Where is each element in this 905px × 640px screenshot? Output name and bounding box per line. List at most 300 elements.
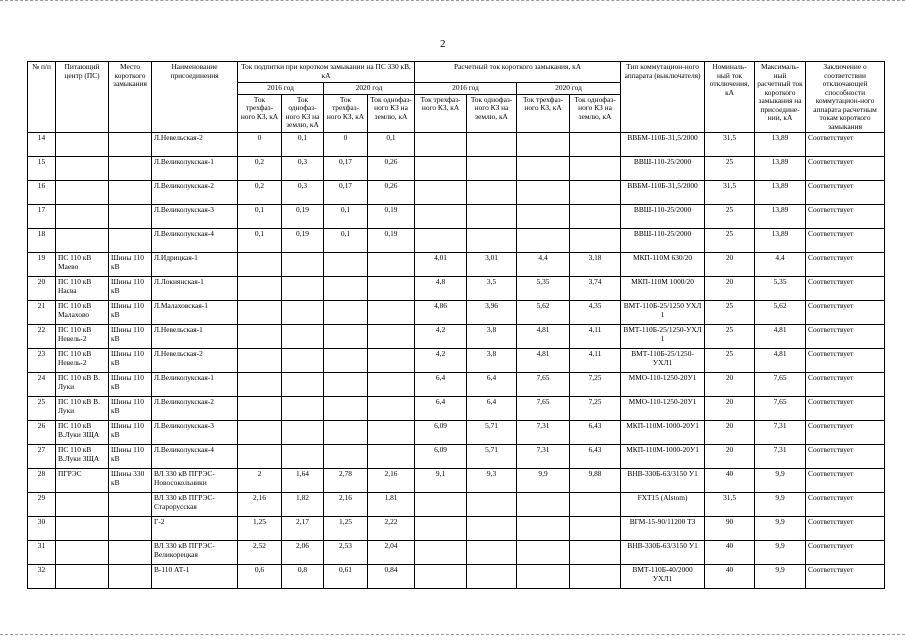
feed-2020-three-phase-cell xyxy=(324,421,368,445)
max-current-cell: 9,9 xyxy=(755,565,806,589)
calc-2016-three-phase-cell: 4,2 xyxy=(415,349,467,373)
row-number-cell: 21 xyxy=(28,301,56,325)
table-row xyxy=(28,181,885,205)
calc-2020-three-phase-cell: 5,35 xyxy=(517,277,570,301)
row-number-cell: 27 xyxy=(28,445,56,469)
connection-name-cell: Л.Малаховская-1 xyxy=(152,301,238,325)
header-center: Питающий центр (ПС) xyxy=(56,62,109,133)
feed-2016-single-phase-cell xyxy=(282,373,324,397)
row-number-cell: 20 xyxy=(28,277,56,301)
calc-2016-three-phase-cell: 4,2 xyxy=(415,325,467,349)
calc-2016-single-phase-cell xyxy=(467,541,517,565)
calc-2020-single-phase-cell xyxy=(570,205,621,229)
breaker-type-cell: ВВШ-110-25/2000 xyxy=(621,157,705,181)
calc-2016-three-phase-cell xyxy=(415,493,467,517)
feed-2020-single-phase-cell: 0,26 xyxy=(368,181,415,205)
table-row xyxy=(28,205,885,229)
feed-2016-three-phase-cell xyxy=(238,349,282,373)
calc-2020-three-phase-cell xyxy=(517,565,570,589)
calc-2016-three-phase-cell: 6,09 xyxy=(415,445,467,469)
fault-place-cell: Шины 330 кВ xyxy=(109,469,152,493)
breaker-type-cell: ММО-110-1250-20У1 xyxy=(621,373,705,397)
supply-center-cell: ПГРЭС xyxy=(56,469,109,493)
table-row xyxy=(28,325,885,349)
row-number-cell: 31 xyxy=(28,541,56,565)
conclusion-cell: Соответствует xyxy=(806,157,885,181)
conclusion-cell: Соответствует xyxy=(806,373,885,397)
max-current-cell: 9,9 xyxy=(755,493,806,517)
calc-2016-three-phase-cell xyxy=(415,541,467,565)
calc-2020-three-phase-cell xyxy=(517,133,570,157)
page-number: 2 xyxy=(440,38,446,50)
table-row xyxy=(28,133,885,157)
supply-center-cell: ПС 110 кВ Невель-2 xyxy=(56,349,109,373)
calc-2020-single-phase-cell xyxy=(570,517,621,541)
feed-2016-single-phase-cell: 0,3 xyxy=(282,157,324,181)
header-three-phase: Ток трехфаз-ного КЗ, кА xyxy=(324,94,368,132)
feed-2016-single-phase-cell: 0,8 xyxy=(282,565,324,589)
calc-2020-three-phase-cell: 9,9 xyxy=(517,469,570,493)
feed-2016-three-phase-cell xyxy=(238,301,282,325)
max-current-cell: 13,89 xyxy=(755,133,806,157)
table-row xyxy=(28,421,885,445)
calc-2020-single-phase-cell xyxy=(570,133,621,157)
header-max: Максималь-ный расчетный ток короткого замыкания на присоедине-нии, кА xyxy=(755,62,806,133)
calc-2016-single-phase-cell xyxy=(467,493,517,517)
feed-2020-single-phase-cell xyxy=(368,277,415,301)
calc-2020-single-phase-cell: 4,11 xyxy=(570,325,621,349)
row-number-cell: 18 xyxy=(28,229,56,253)
feed-2020-three-phase-cell xyxy=(324,397,368,421)
calc-2020-single-phase-cell: 4,11 xyxy=(570,349,621,373)
header-feed-2020: 2020 год xyxy=(324,82,415,94)
feed-2016-single-phase-cell xyxy=(282,397,324,421)
table-row xyxy=(28,397,885,421)
max-current-cell: 13,89 xyxy=(755,157,806,181)
feed-2020-three-phase-cell: 2,53 xyxy=(324,541,368,565)
connection-name-cell: ВЛ 330 кВ ПГРЭС-Великорецкая xyxy=(152,541,238,565)
calc-2020-single-phase-cell: 7,25 xyxy=(570,397,621,421)
conclusion-cell: Соответствует xyxy=(806,349,885,373)
nominal-current-cell: 31,5 xyxy=(705,493,755,517)
breaker-type-cell: ВВШ-110-25/2000 xyxy=(621,205,705,229)
conclusion-cell: Соответствует xyxy=(806,181,885,205)
header-feed-current: Ток подпитки при коротком замыкании на ПС 330 кВ, кА xyxy=(238,62,415,83)
max-current-cell: 5,62 xyxy=(755,301,806,325)
conclusion-cell: Соответствует xyxy=(806,325,885,349)
calc-2020-single-phase-cell xyxy=(570,493,621,517)
fault-place-cell: Шины 110 кВ xyxy=(109,397,152,421)
connection-name-cell: Л.Великолукская-3 xyxy=(152,205,238,229)
breaker-type-cell: ММО-110-1250-20У1 xyxy=(621,397,705,421)
calc-2016-single-phase-cell: 3,01 xyxy=(467,253,517,277)
calc-2016-three-phase-cell xyxy=(415,133,467,157)
calc-2016-three-phase-cell xyxy=(415,517,467,541)
nominal-current-cell: 40 xyxy=(705,565,755,589)
nominal-current-cell: 90 xyxy=(705,517,755,541)
nominal-current-cell: 20 xyxy=(705,277,755,301)
nominal-current-cell: 40 xyxy=(705,469,755,493)
calc-2020-three-phase-cell xyxy=(517,493,570,517)
max-current-cell: 5,35 xyxy=(755,277,806,301)
supply-center-cell: ПС 110 кВ В.Луки ЗЩА xyxy=(56,445,109,469)
feed-2020-three-phase-cell xyxy=(324,373,368,397)
table-row xyxy=(28,229,885,253)
nominal-current-cell: 20 xyxy=(705,373,755,397)
feed-2016-three-phase-cell xyxy=(238,397,282,421)
header-conclusion: Заключение о соответствии отключающей способности коммутацион-ного аппарата расчетным токам короткого замыкания xyxy=(806,62,885,133)
calc-2020-single-phase-cell: 6,43 xyxy=(570,421,621,445)
conclusion-cell: Соответствует xyxy=(806,229,885,253)
calc-2020-three-phase-cell: 7,31 xyxy=(517,445,570,469)
calc-2020-three-phase-cell xyxy=(517,541,570,565)
calc-2020-three-phase-cell xyxy=(517,205,570,229)
feed-2020-single-phase-cell: 1,81 xyxy=(368,493,415,517)
connection-name-cell: Л.Великолукская-4 xyxy=(152,229,238,253)
supply-center-cell xyxy=(56,157,109,181)
breaker-type-cell: МКП-110М-1000-20У1 xyxy=(621,445,705,469)
calc-2020-single-phase-cell xyxy=(570,229,621,253)
header-nominal: Номиналь-ный ток отключения, кА xyxy=(705,62,755,133)
supply-center-cell: ПС 110 кВ В.Луки ЗЩА xyxy=(56,421,109,445)
feed-2016-three-phase-cell xyxy=(238,277,282,301)
feed-2016-single-phase-cell xyxy=(282,325,324,349)
fault-place-cell xyxy=(109,157,152,181)
breaker-type-cell: ВНВ-330Б-63/3150 У1 xyxy=(621,541,705,565)
row-number-cell: 17 xyxy=(28,205,56,229)
row-number-cell: 24 xyxy=(28,373,56,397)
breaker-type-cell: ВНВ-330Б-63/3150 У1 xyxy=(621,469,705,493)
calc-2016-single-phase-cell: 3,96 xyxy=(467,301,517,325)
feed-2016-single-phase-cell: 0,1 xyxy=(282,133,324,157)
calc-2016-single-phase-cell xyxy=(467,205,517,229)
conclusion-cell: Соответствует xyxy=(806,565,885,589)
calc-2020-single-phase-cell: 7,25 xyxy=(570,373,621,397)
calc-2020-single-phase-cell: 6,43 xyxy=(570,445,621,469)
supply-center-cell: ПС 110 кВ Маево xyxy=(56,253,109,277)
calc-2016-single-phase-cell xyxy=(467,133,517,157)
feed-2020-single-phase-cell: 0,84 xyxy=(368,565,415,589)
calc-2020-three-phase-cell: 4,81 xyxy=(517,349,570,373)
calc-2016-single-phase-cell xyxy=(467,229,517,253)
feed-2016-three-phase-cell xyxy=(238,373,282,397)
header-no: № п/п xyxy=(28,62,56,133)
top-edge-line xyxy=(0,0,905,3)
calc-2016-three-phase-cell xyxy=(415,229,467,253)
fault-place-cell xyxy=(109,541,152,565)
max-current-cell: 13,89 xyxy=(755,229,806,253)
supply-center-cell xyxy=(56,229,109,253)
feed-2020-single-phase-cell: 0,19 xyxy=(368,205,415,229)
table-row xyxy=(28,349,885,373)
row-number-cell: 22 xyxy=(28,325,56,349)
breaker-type-cell: ВМТ-110Б-25/1250 УХЛ 1 xyxy=(621,301,705,325)
feed-2020-three-phase-cell: 2,78 xyxy=(324,469,368,493)
header-three-phase: Ток трехфаз-ного КЗ, кА xyxy=(517,94,570,132)
breaker-type-cell: ВМТ-110Б-40/2000 УХЛ1 xyxy=(621,565,705,589)
calc-2020-single-phase-cell xyxy=(570,157,621,181)
supply-center-cell: ПС 110 кВ Малахово xyxy=(56,301,109,325)
feed-2016-three-phase-cell: 2,16 xyxy=(238,493,282,517)
calc-2016-single-phase-cell: 6,4 xyxy=(467,373,517,397)
table-row xyxy=(28,277,885,301)
nominal-current-cell: 25 xyxy=(705,157,755,181)
header-single-phase: Ток однофаз-ного КЗ на землю, кА xyxy=(282,94,324,132)
calc-2020-three-phase-cell: 4,4 xyxy=(517,253,570,277)
row-number-cell: 25 xyxy=(28,397,56,421)
feed-2016-three-phase-cell: 0,1 xyxy=(238,229,282,253)
calc-2020-three-phase-cell xyxy=(517,229,570,253)
feed-2020-single-phase-cell xyxy=(368,421,415,445)
supply-center-cell xyxy=(56,493,109,517)
feed-2016-three-phase-cell xyxy=(238,445,282,469)
calc-2016-single-phase-cell xyxy=(467,157,517,181)
feed-2016-three-phase-cell: 0,1 xyxy=(238,205,282,229)
feed-2020-single-phase-cell xyxy=(368,373,415,397)
feed-2016-single-phase-cell: 2,06 xyxy=(282,541,324,565)
feed-2020-three-phase-cell: 0,17 xyxy=(324,181,368,205)
row-number-cell: 23 xyxy=(28,349,56,373)
breaker-type-cell: ВГМ-15-90/11200 Т3 xyxy=(621,517,705,541)
max-current-cell: 7,65 xyxy=(755,373,806,397)
feed-2020-single-phase-cell: 2,22 xyxy=(368,517,415,541)
calc-2020-three-phase-cell: 5,62 xyxy=(517,301,570,325)
supply-center-cell: ПС 110 кВ Насва xyxy=(56,277,109,301)
fault-place-cell: Шины 110 кВ xyxy=(109,301,152,325)
feed-2016-single-phase-cell xyxy=(282,301,324,325)
calc-2016-three-phase-cell xyxy=(415,157,467,181)
calc-2020-single-phase-cell xyxy=(570,541,621,565)
feed-2016-single-phase-cell: 2,17 xyxy=(282,517,324,541)
calc-2016-three-phase-cell xyxy=(415,565,467,589)
calc-2020-single-phase-cell: 9,88 xyxy=(570,469,621,493)
feed-2016-single-phase-cell: 1,64 xyxy=(282,469,324,493)
bottom-edge-line xyxy=(0,634,905,637)
fault-place-cell: Шины 110 кВ xyxy=(109,253,152,277)
supply-center-cell: ПС 110 кВ В. Луки xyxy=(56,373,109,397)
calc-2016-three-phase-cell: 4,01 xyxy=(415,253,467,277)
calc-2016-single-phase-cell: 5,71 xyxy=(467,445,517,469)
nominal-current-cell: 25 xyxy=(705,205,755,229)
conclusion-cell: Соответствует xyxy=(806,205,885,229)
supply-center-cell xyxy=(56,565,109,589)
feed-2020-three-phase-cell: 1,25 xyxy=(324,517,368,541)
fault-place-cell xyxy=(109,493,152,517)
feed-2020-three-phase-cell: 0,17 xyxy=(324,157,368,181)
calc-2020-three-phase-cell: 7,31 xyxy=(517,421,570,445)
feed-2016-three-phase-cell: 0 xyxy=(238,133,282,157)
breaker-type-cell: ВВБМ-110Б-31,5/2000 xyxy=(621,133,705,157)
connection-name-cell: В-110 АТ-1 xyxy=(152,565,238,589)
supply-center-cell xyxy=(56,133,109,157)
row-number-cell: 30 xyxy=(28,517,56,541)
table-row xyxy=(28,373,885,397)
fault-place-cell: Шины 110 кВ xyxy=(109,373,152,397)
feed-2020-three-phase-cell: 0,61 xyxy=(324,565,368,589)
feed-2020-three-phase-cell xyxy=(324,253,368,277)
breaker-type-cell: МКП-110М 1000/20 xyxy=(621,277,705,301)
calc-2020-single-phase-cell: 3,18 xyxy=(570,253,621,277)
row-number-cell: 28 xyxy=(28,469,56,493)
feed-2016-three-phase-cell xyxy=(238,421,282,445)
calc-2020-three-phase-cell: 7,65 xyxy=(517,373,570,397)
breaker-type-cell: FXT15 (Alstom) xyxy=(621,493,705,517)
feed-2016-single-phase-cell: 0,19 xyxy=(282,205,324,229)
row-number-cell: 26 xyxy=(28,421,56,445)
calc-2016-single-phase-cell: 5,71 xyxy=(467,421,517,445)
connection-name-cell: Л.Идрицкая-1 xyxy=(152,253,238,277)
header-three-phase: Ток трехфаз-ного КЗ, кА xyxy=(415,94,467,132)
connection-name-cell: ВЛ 330 кВ ПГРЭС-Новосокольники xyxy=(152,469,238,493)
feed-2020-single-phase-cell: 0,1 xyxy=(368,133,415,157)
connection-name-cell: Л.Великолукская-2 xyxy=(152,181,238,205)
fault-place-cell xyxy=(109,565,152,589)
connection-name-cell: Л.Великолукская-1 xyxy=(152,157,238,181)
fault-place-cell xyxy=(109,181,152,205)
fault-place-cell: Шины 110 кВ xyxy=(109,445,152,469)
feed-2020-single-phase-cell: 0,19 xyxy=(368,229,415,253)
supply-center-cell xyxy=(56,541,109,565)
supply-center-cell xyxy=(56,517,109,541)
max-current-cell: 9,9 xyxy=(755,517,806,541)
header-device: Тип коммутацион-ного аппарата (выключателя) xyxy=(621,62,705,133)
feed-2016-three-phase-cell xyxy=(238,253,282,277)
feed-2016-three-phase-cell: 0,6 xyxy=(238,565,282,589)
fault-place-cell: Шины 110 кВ xyxy=(109,421,152,445)
connection-name-cell: ВЛ 330 кВ ПГРЭС-Старорусская xyxy=(152,493,238,517)
row-number-cell: 29 xyxy=(28,493,56,517)
conclusion-cell: Соответствует xyxy=(806,493,885,517)
header-place: Место короткого замыкания xyxy=(109,62,152,133)
feed-2016-three-phase-cell xyxy=(238,325,282,349)
table-row xyxy=(28,301,885,325)
supply-center-cell xyxy=(56,181,109,205)
conclusion-cell: Соответствует xyxy=(806,445,885,469)
feed-2020-three-phase-cell xyxy=(324,301,368,325)
row-number-cell: 14 xyxy=(28,133,56,157)
connection-name-cell: Л.Локнянская-1 xyxy=(152,277,238,301)
calc-2020-three-phase-cell xyxy=(517,181,570,205)
calc-2016-single-phase-cell xyxy=(467,565,517,589)
header-single-phase: Ток однофаз-ного КЗ на землю, кА xyxy=(467,94,517,132)
feed-2020-single-phase-cell xyxy=(368,445,415,469)
feed-2016-single-phase-cell xyxy=(282,277,324,301)
nominal-current-cell: 31,5 xyxy=(705,133,755,157)
calc-2016-single-phase-cell: 6,4 xyxy=(467,397,517,421)
calc-2016-single-phase-cell: 3,8 xyxy=(467,349,517,373)
nominal-current-cell: 20 xyxy=(705,421,755,445)
supply-center-cell: ПС 110 кВ Невель-2 xyxy=(56,325,109,349)
calc-2016-three-phase-cell: 9,1 xyxy=(415,469,467,493)
feed-2020-three-phase-cell xyxy=(324,349,368,373)
row-number-cell: 15 xyxy=(28,157,56,181)
feed-2016-single-phase-cell xyxy=(282,253,324,277)
calc-2016-three-phase-cell: 6,09 xyxy=(415,421,467,445)
feed-2016-three-phase-cell: 1,25 xyxy=(238,517,282,541)
breaker-type-cell: ВВБМ-110Б-31,5/2000 xyxy=(621,181,705,205)
max-current-cell: 9,9 xyxy=(755,469,806,493)
calc-2020-three-phase-cell xyxy=(517,157,570,181)
feed-2020-three-phase-cell xyxy=(324,445,368,469)
fault-place-cell xyxy=(109,133,152,157)
calc-2016-three-phase-cell: 6,4 xyxy=(415,373,467,397)
nominal-current-cell: 25 xyxy=(705,229,755,253)
conclusion-cell: Соответствует xyxy=(806,301,885,325)
feed-2016-single-phase-cell: 0,19 xyxy=(282,229,324,253)
feed-2020-three-phase-cell: 0 xyxy=(324,133,368,157)
nominal-current-cell: 25 xyxy=(705,301,755,325)
feed-2020-single-phase-cell: 2,16 xyxy=(368,469,415,493)
calc-2020-single-phase-cell xyxy=(570,181,621,205)
header-feed-2016: 2016 год xyxy=(238,82,324,94)
calc-2016-three-phase-cell xyxy=(415,181,467,205)
conclusion-cell: Соответствует xyxy=(806,421,885,445)
nominal-current-cell: 20 xyxy=(705,253,755,277)
calc-2016-three-phase-cell xyxy=(415,205,467,229)
connection-name-cell: Л.Великолукская-4 xyxy=(152,445,238,469)
table-body xyxy=(28,133,885,589)
feed-2020-three-phase-cell: 2,16 xyxy=(324,493,368,517)
feed-2020-single-phase-cell xyxy=(368,301,415,325)
conclusion-cell: Соответствует xyxy=(806,397,885,421)
table-row xyxy=(28,157,885,181)
nominal-current-cell: 25 xyxy=(705,349,755,373)
feed-2016-single-phase-cell xyxy=(282,349,324,373)
calc-2020-three-phase-cell: 4,81 xyxy=(517,325,570,349)
calc-2016-single-phase-cell xyxy=(467,181,517,205)
feed-2016-three-phase-cell: 0,2 xyxy=(238,181,282,205)
breaker-type-cell: ВМТ-110Б-25/1250-УХЛ 1 xyxy=(621,325,705,349)
feed-2020-three-phase-cell: 0,1 xyxy=(324,229,368,253)
breaker-type-cell: МКП-110М-1000-20У1 xyxy=(621,421,705,445)
header-single-phase: Ток однофаз-ного КЗ на землю, кА xyxy=(368,94,415,132)
fault-place-cell xyxy=(109,517,152,541)
feed-2020-single-phase-cell xyxy=(368,397,415,421)
calc-2020-three-phase-cell xyxy=(517,517,570,541)
max-current-cell: 7,65 xyxy=(755,397,806,421)
feed-2020-single-phase-cell xyxy=(368,349,415,373)
header-calc-current: Расчетный ток короткого замыкания, кА xyxy=(415,62,621,83)
table-row xyxy=(28,493,885,517)
header-single-phase: Ток однофаз-ного КЗ на землю, кА xyxy=(570,94,621,132)
calc-2016-three-phase-cell: 4,8 xyxy=(415,277,467,301)
fault-place-cell xyxy=(109,229,152,253)
calc-2016-single-phase-cell xyxy=(467,517,517,541)
header-three-phase: Ток трехфаз-ного КЗ, кА xyxy=(238,94,282,132)
feed-2016-single-phase-cell: 1,82 xyxy=(282,493,324,517)
calc-2016-single-phase-cell: 9,3 xyxy=(467,469,517,493)
feed-2016-three-phase-cell: 2 xyxy=(238,469,282,493)
fault-place-cell: Шины 110 кВ xyxy=(109,349,152,373)
conclusion-cell: Соответствует xyxy=(806,541,885,565)
feed-2016-single-phase-cell xyxy=(282,445,324,469)
calc-2016-single-phase-cell: 3,8 xyxy=(467,325,517,349)
max-current-cell: 7,31 xyxy=(755,421,806,445)
header-connection: Наименование присоединения xyxy=(152,62,238,133)
connection-name-cell: Л.Невельская-1 xyxy=(152,325,238,349)
row-number-cell: 19 xyxy=(28,253,56,277)
feed-2020-single-phase-cell: 0,26 xyxy=(368,157,415,181)
row-number-cell: 32 xyxy=(28,565,56,589)
table-row xyxy=(28,445,885,469)
calc-2020-single-phase-cell: 4,35 xyxy=(570,301,621,325)
feed-2016-single-phase-cell xyxy=(282,421,324,445)
fault-place-cell: Шины 110 кВ xyxy=(109,325,152,349)
fault-place-cell: Шины 110 кВ xyxy=(109,277,152,301)
connection-name-cell: Л.Великолукская-3 xyxy=(152,421,238,445)
supply-center-cell xyxy=(56,205,109,229)
feed-2020-single-phase-cell xyxy=(368,325,415,349)
